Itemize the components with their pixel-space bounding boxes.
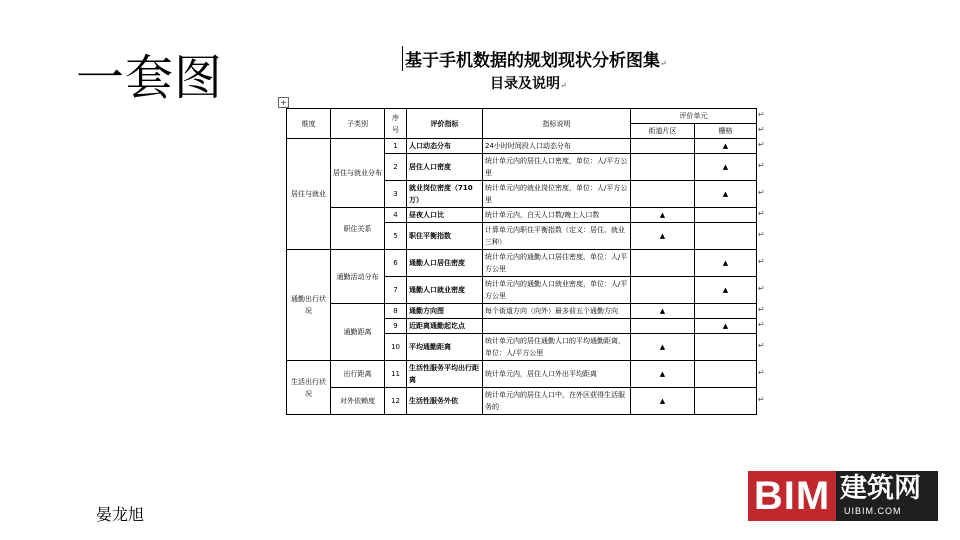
cell-unit-area: ▲: [631, 334, 695, 361]
cell-indicator: 通勤方向图: [407, 304, 483, 319]
cell-indicator: 生活性服务平均出行距离: [407, 361, 483, 388]
cell-serial: 10: [385, 334, 407, 361]
cell-unit-area: [631, 181, 695, 208]
table-row: [287, 304, 757, 319]
cell-dimension: 通勤出行状况: [287, 250, 331, 361]
cell-unit-area: ▲: [631, 388, 695, 415]
cell-unit-grid: [695, 361, 757, 388]
slide-title: 一套图: [76, 50, 224, 106]
cell-unit-grid: [695, 388, 757, 415]
cell-indicator: 昼夜人口比: [407, 208, 483, 223]
cell-serial: 1: [385, 139, 407, 154]
cell-unit-grid: [695, 223, 757, 250]
cell-description: 统计单元内的居住人口密度，单位：人/平方公里: [483, 154, 631, 181]
cell-dimension: 居住与就业: [287, 139, 331, 250]
cell-unit-grid: ▲: [695, 250, 757, 277]
cell-indicator: 职住平衡指数: [407, 223, 483, 250]
cell-unit-grid: [695, 304, 757, 319]
table-row: [287, 250, 757, 277]
cell-unit-grid: ▲: [695, 319, 757, 334]
header-indicator: 评价指标: [407, 109, 483, 139]
header-description: 指标说明: [483, 109, 631, 139]
paragraph-mark: ↵: [758, 283, 765, 293]
paragraph-mark: ↵: [758, 319, 765, 329]
logo-url-text: UIBIM.COM: [844, 506, 902, 516]
cell-indicator: 就业岗位密度（710万）: [407, 181, 483, 208]
cell-unit-grid: [695, 334, 757, 361]
cell-description: 24小时时间段人口动态分布: [483, 139, 631, 154]
cell-subcategory: 出行距离: [331, 361, 385, 388]
cell-subcategory: 对外依赖度: [331, 388, 385, 415]
cell-unit-area: [631, 277, 695, 304]
paragraph-mark: ↵: [758, 208, 765, 218]
paragraph-mark: ↵: [758, 124, 765, 134]
cell-unit-area: [631, 154, 695, 181]
cell-description: 统计单元内的居住人口中，在外区获得生活服务的: [483, 388, 631, 415]
cell-unit-area: [631, 319, 695, 334]
cell-unit-area: ▲: [631, 361, 695, 388]
cell-serial: 5: [385, 223, 407, 250]
cell-unit-area: [631, 139, 695, 154]
cell-serial: 2: [385, 154, 407, 181]
logo-chinese-text: 建筑网: [840, 473, 921, 504]
cell-serial: 3: [385, 181, 407, 208]
paragraph-mark: ↵: [758, 304, 765, 314]
cell-unit-area: ▲: [631, 223, 695, 250]
index-table: [286, 108, 757, 415]
cell-serial: 4: [385, 208, 407, 223]
table-row: [287, 361, 757, 388]
cell-subcategory: 通勤活动分布: [331, 250, 385, 304]
cell-serial: 7: [385, 277, 407, 304]
header-serial: 序 号: [385, 109, 407, 139]
cell-description: 每个街道方向（向外）最多前五个通勤方向: [483, 304, 631, 319]
cell-description: 统计单元内的通勤人口就业密度，单位：人/平方公里: [483, 277, 631, 304]
cell-description: 计算单元内职住平衡指数（定义：居住、就业三种）: [483, 223, 631, 250]
cell-dimension: 生活出行状况: [287, 361, 331, 415]
document-subtitle: 目录及说明↵: [490, 76, 567, 92]
cell-subcategory: 通勤距离: [331, 304, 385, 361]
cell-indicator: 居住人口密度: [407, 154, 483, 181]
cell-serial: 11: [385, 361, 407, 388]
cell-description: 统计单元内的居住通勤人口的平均通勤距离，单位：人/平方公里: [483, 334, 631, 361]
cell-description: 统计单元内，居住人口外出平均距离: [483, 361, 631, 388]
cell-serial: 8: [385, 304, 407, 319]
paragraph-mark: ↵: [758, 229, 765, 239]
paragraph-mark: ↵: [758, 109, 765, 119]
paragraph-mark: ↵: [758, 160, 765, 170]
header-dimension: 维度: [287, 109, 331, 139]
paragraph-mark: ↵: [758, 394, 765, 404]
paragraph-mark: ↵: [758, 367, 765, 377]
cell-unit-grid: ▲: [695, 277, 757, 304]
table-row: [287, 208, 757, 223]
cell-indicator: 平均通勤距离: [407, 334, 483, 361]
table-row: [287, 139, 757, 154]
cell-indicator: 近距离通勤起讫点: [407, 319, 483, 334]
cell-subcategory: 居住与就业分布: [331, 139, 385, 208]
paragraph-mark: ↵: [758, 139, 765, 149]
cell-serial: 6: [385, 250, 407, 277]
cell-unit-grid: ▲: [695, 154, 757, 181]
document-title: 基于手机数据的规划现状分析图集↵: [402, 46, 667, 71]
cell-unit-grid: [695, 208, 757, 223]
cell-indicator: 人口动态分布: [407, 139, 483, 154]
cell-description: 统计单元内的通勤人口居住密度，单位：人/平方公里: [483, 250, 631, 277]
bim-logo: [748, 471, 938, 521]
cell-subcategory: 职住关系: [331, 208, 385, 250]
header-unit-grid: 栅格: [695, 124, 757, 139]
logo-bim-text: BIM: [748, 471, 836, 521]
cell-serial: 9: [385, 319, 407, 334]
cell-description: 统计单元内的就业岗位密度，单位：人/平方公里: [483, 181, 631, 208]
cell-unit-area: [631, 250, 695, 277]
paragraph-mark: ↵: [758, 256, 765, 266]
document-image: [272, 40, 772, 470]
cell-indicator: 生活性服务外依: [407, 388, 483, 415]
paragraph-mark: ↵: [758, 340, 765, 350]
cell-indicator: 通勤人口就业密度: [407, 277, 483, 304]
header-eval-unit: 评价单元: [631, 109, 757, 124]
table-move-anchor-icon: +: [278, 97, 289, 108]
table-row: [287, 388, 757, 415]
table-header-row: [287, 109, 757, 124]
cell-serial: 12: [385, 388, 407, 415]
cell-unit-area: ▲: [631, 208, 695, 223]
cell-unit-area: ▲: [631, 304, 695, 319]
header-unit-area: 街道片区: [631, 124, 695, 139]
logo-right-block: [836, 471, 938, 521]
author-name: 晏龙旭: [96, 505, 145, 524]
cell-description: 统计单元内，白天人口数/晚上人口数: [483, 208, 631, 223]
cell-description: [483, 319, 631, 334]
paragraph-mark: ↵: [758, 187, 765, 197]
header-subcategory: 子类别: [331, 109, 385, 139]
cell-unit-grid: ▲: [695, 139, 757, 154]
cell-indicator: 通勤人口居住密度: [407, 250, 483, 277]
cell-unit-grid: ▲: [695, 181, 757, 208]
